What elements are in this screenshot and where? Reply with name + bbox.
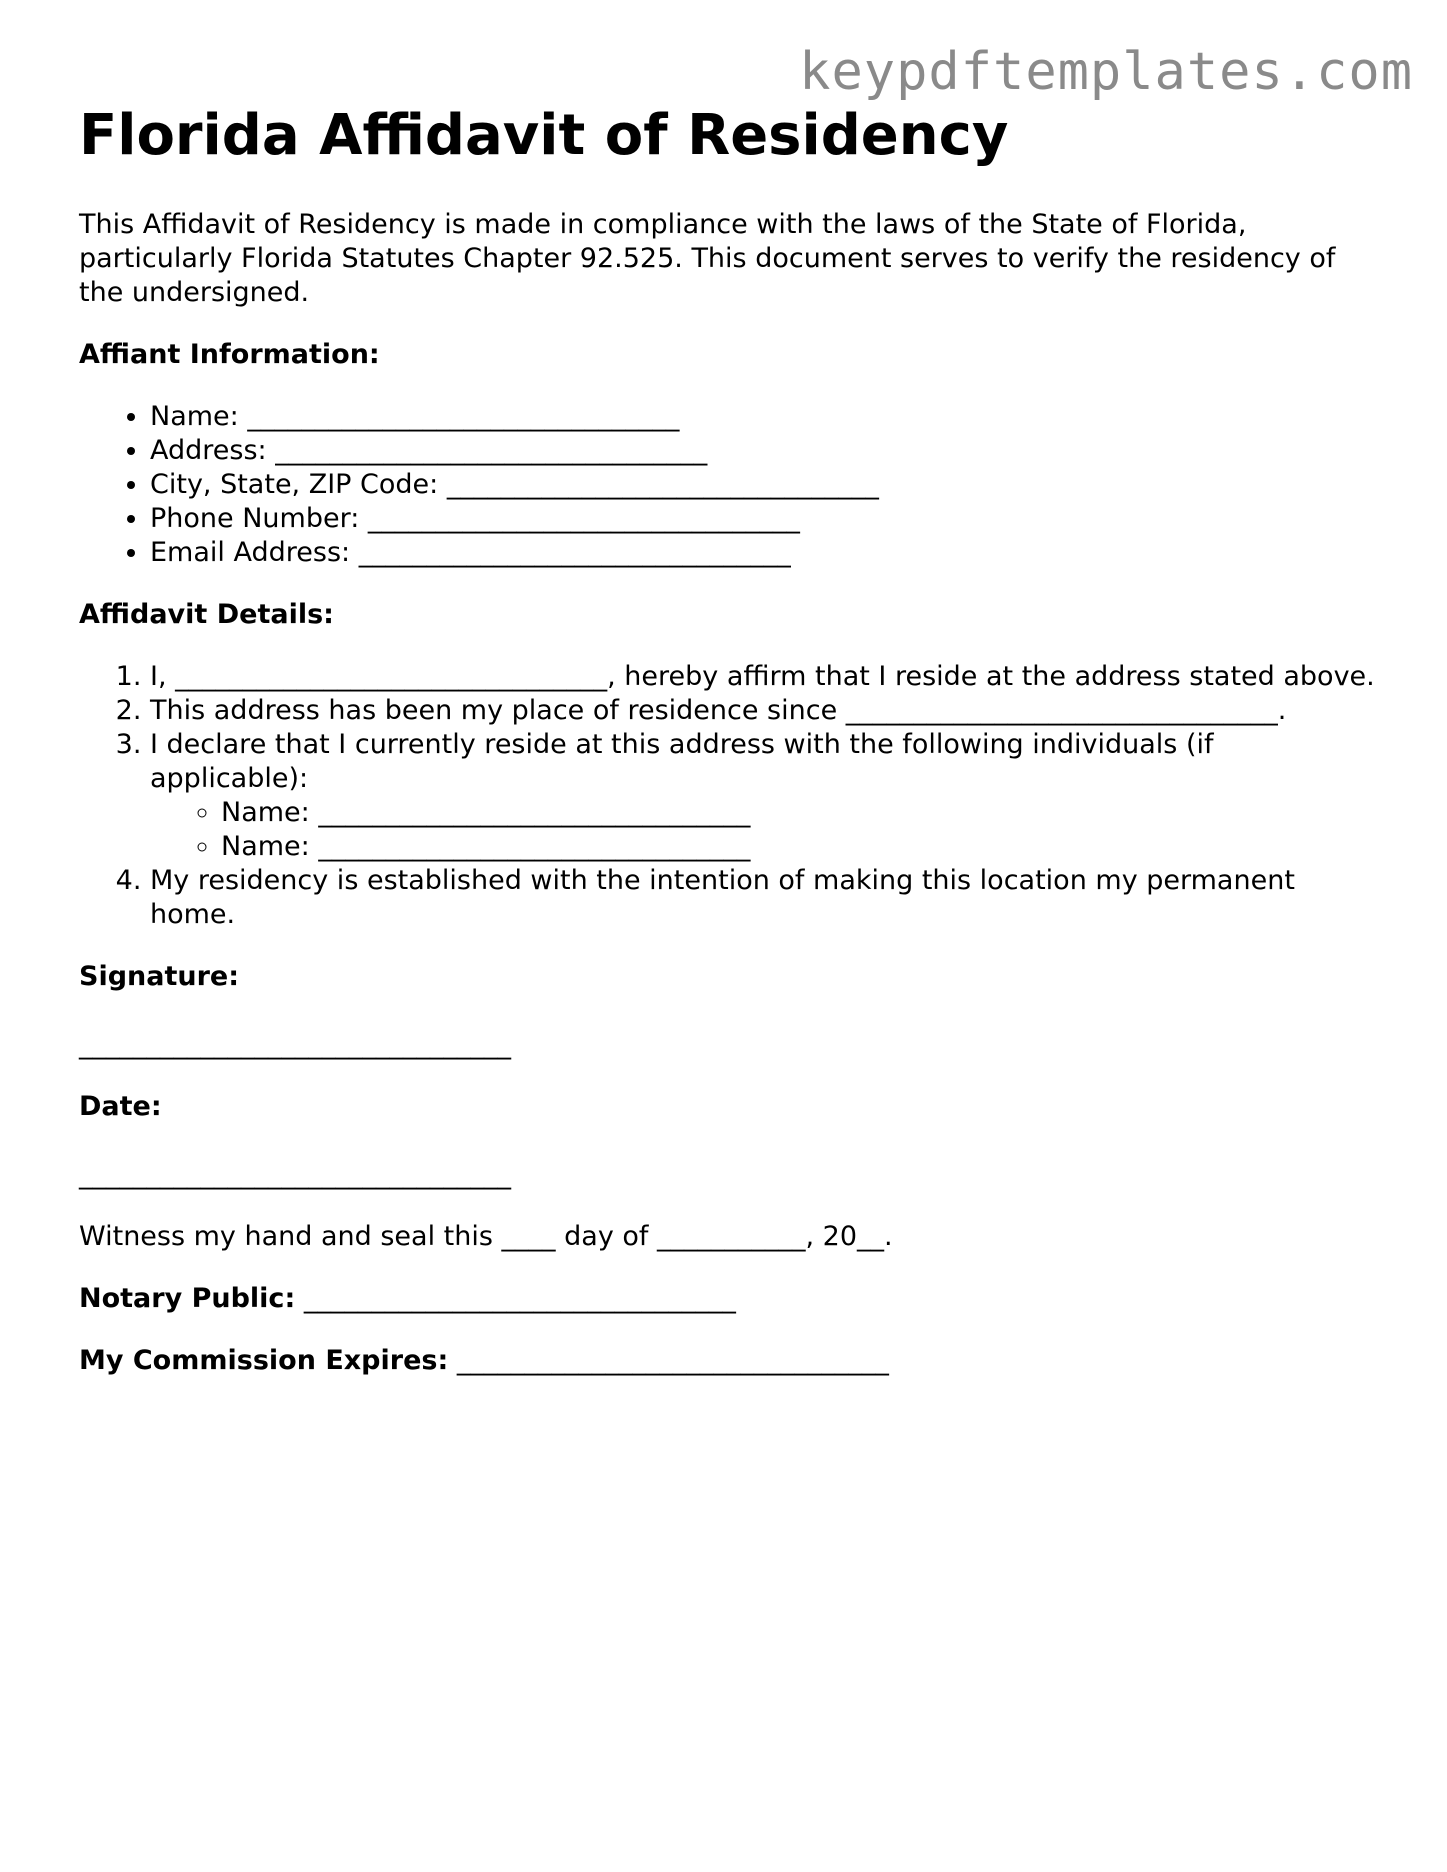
- details-item-2: [150, 694, 1379, 728]
- item-text: , hereby affirm that I reside at the address stated above.: [607, 661, 1375, 692]
- details-item-3: [150, 728, 1379, 864]
- day-blank: ____: [501, 1221, 556, 1252]
- item-text: I,: [150, 661, 167, 692]
- year-blank: __: [857, 1221, 885, 1252]
- item-text: This address has been my place of residence since: [150, 695, 838, 726]
- field-label: Name:: [221, 831, 310, 862]
- date-heading: Date:: [79, 1091, 162, 1122]
- witness-text: day of: [564, 1221, 649, 1252]
- fill-blank: ________________________________: [175, 661, 608, 692]
- affiant-email-field: [150, 536, 1379, 570]
- signature-line: [79, 1028, 1379, 1062]
- resident-name-field: [221, 830, 1379, 864]
- commission-line: [79, 1344, 1379, 1378]
- affiant-city-state-zip-field: [150, 468, 1379, 502]
- resident-names-list: [150, 796, 1379, 864]
- fill-blank: ________________________________: [845, 695, 1278, 726]
- date-line: [79, 1158, 1379, 1192]
- witness-text: Witness my hand and seal this: [79, 1221, 493, 1252]
- fill-blank: ________________________________: [79, 1029, 511, 1060]
- field-label: Name:: [221, 797, 310, 828]
- affiant-heading: Affiant Information:: [79, 339, 380, 370]
- watermark: keypdftemplates.com: [799, 42, 1413, 102]
- fill-blank: ________________________________: [303, 1283, 736, 1314]
- fill-blank: ________________________________: [446, 469, 879, 500]
- fill-blank: ________________________________: [318, 831, 751, 862]
- witness-statement: [79, 1220, 1379, 1254]
- notary-line: [79, 1282, 1379, 1316]
- item-text: My residency is established with the intention of making this location my permanent home.: [150, 865, 1295, 930]
- resident-name-field: [221, 796, 1379, 830]
- item-text: I declare that I currently reside at this address with the following individuals (if applicable):: [150, 729, 1214, 794]
- month-blank: ___________: [657, 1221, 806, 1252]
- document-title: Florida Affidavit of Residency: [79, 103, 1009, 168]
- notary-label: Notary Public:: [79, 1283, 296, 1314]
- fill-blank: ________________________________: [456, 1345, 889, 1376]
- details-item-4: [150, 864, 1379, 932]
- details-heading: Affidavit Details:: [79, 599, 334, 630]
- fill-blank: ________________________________: [247, 401, 680, 432]
- field-label: Address:: [150, 435, 267, 466]
- intro-paragraph: This Affidavit of Residency is made in compliance with the laws of the State of Florida, particularly Florida Statutes Chapter 92.525. This document serves to verify the residency of the undersigned.: [79, 209, 1336, 308]
- affiant-address-field: [150, 434, 1379, 468]
- fill-blank: ________________________________: [79, 1159, 511, 1190]
- fill-blank: ________________________________: [275, 435, 708, 466]
- document-page: [79, 102, 1379, 1378]
- affiant-phone-field: [150, 502, 1379, 536]
- affiant-name-field: [150, 400, 1379, 434]
- field-label: Email Address:: [150, 537, 351, 568]
- fill-blank: ________________________________: [367, 503, 800, 534]
- details-list: [79, 660, 1379, 932]
- field-label: Phone Number:: [150, 503, 360, 534]
- fill-blank: ________________________________: [318, 797, 751, 828]
- witness-text: , 20: [805, 1221, 858, 1252]
- details-item-1: [150, 660, 1379, 694]
- item-text: .: [1277, 695, 1287, 726]
- affiant-fields-list: [79, 400, 1379, 570]
- witness-text: .: [884, 1221, 893, 1252]
- field-label: City, State, ZIP Code:: [150, 469, 439, 500]
- signature-heading: Signature:: [79, 961, 240, 992]
- fill-blank: ________________________________: [358, 537, 791, 568]
- commission-label: My Commission Expires:: [79, 1345, 449, 1376]
- field-label: Name:: [150, 401, 239, 432]
